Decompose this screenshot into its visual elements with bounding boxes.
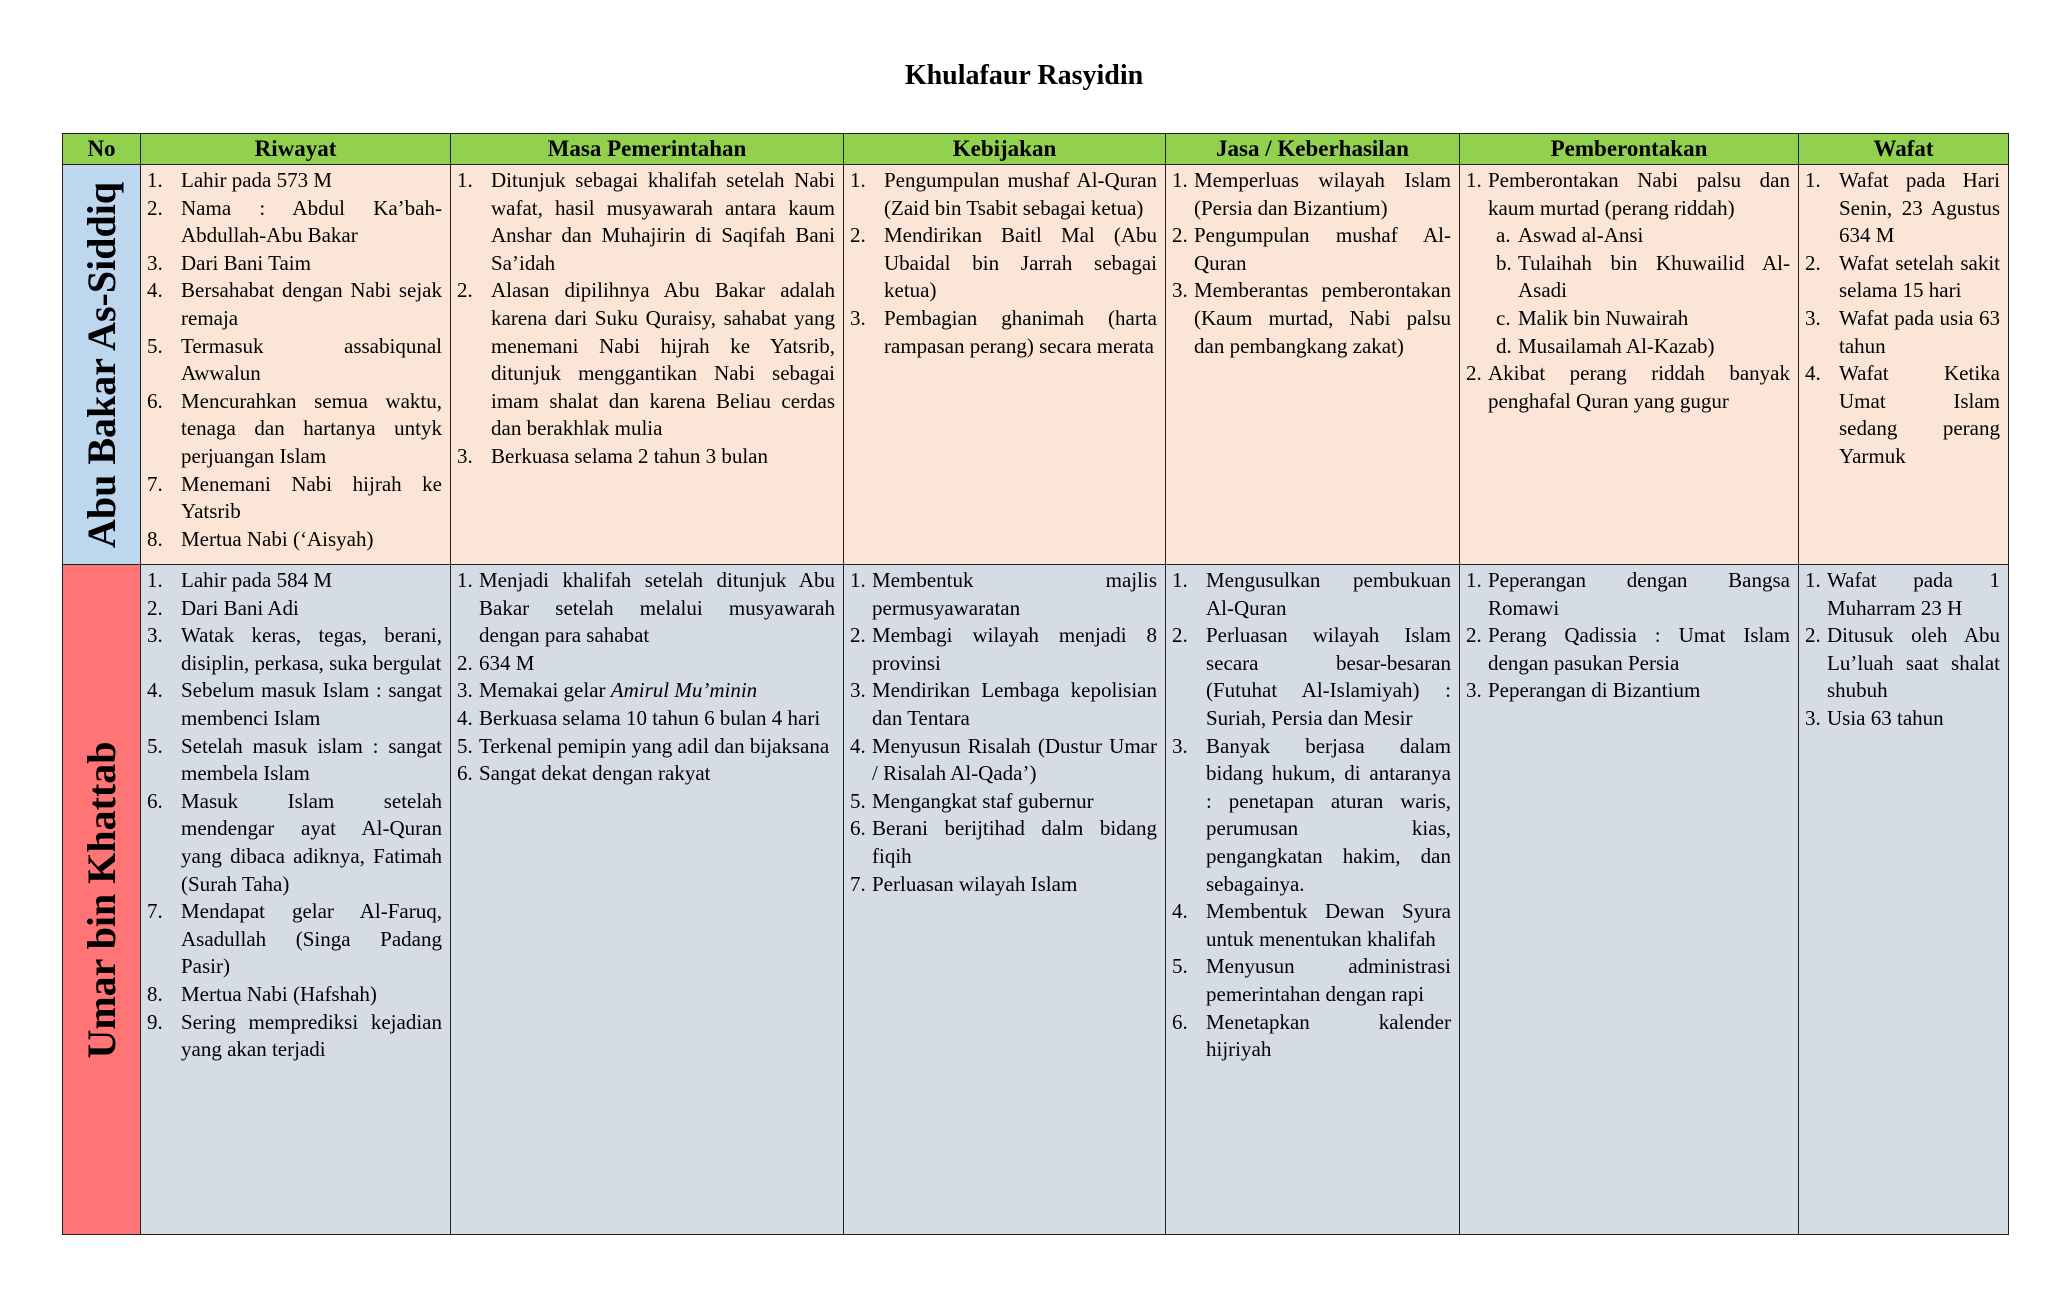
list-item-text: Mengangkat staf gubernur <box>872 788 1094 813</box>
list-item <box>850 733 1157 788</box>
list-item-text: Dari Bani Adi <box>181 595 299 620</box>
list-number: 2. <box>850 623 866 648</box>
list-item-text: Musailamah Al-Kazab) <box>1518 333 1715 358</box>
pemberontakan-cell <box>1460 165 1799 565</box>
list-item-text: Wafat Ketika Umat Islam sedang perang Yarmuk <box>1839 361 2000 468</box>
list-number: 2. <box>1466 361 1482 386</box>
header-no: No <box>63 134 141 165</box>
list-item <box>457 650 835 678</box>
list-item-text: Mencurahkan semua waktu, tenaga dan hartanya untyk perjuangan Islam <box>181 388 442 468</box>
list-item <box>1496 305 1790 333</box>
list-item-text: Setelah masuk islam : sangat membela Islam <box>181 733 442 786</box>
list-item <box>1496 222 1790 250</box>
list-number: 5. <box>147 733 163 758</box>
header-masa-pemerintahan: Masa Pemerintahan <box>451 134 844 165</box>
list-item <box>1805 167 2000 250</box>
list-number: 1. <box>1805 568 1821 592</box>
pemberontakan-cell <box>1460 565 1799 1235</box>
list-number: 2. <box>147 195 163 220</box>
list-item-text: Pemberontakan Nabi palsu dan kaum murtad (perang riddah) <box>1488 168 1790 220</box>
list-item-text: Watak keras, tegas, berani, disiplin, perkasa, suka bergulat <box>181 623 442 675</box>
list-item <box>850 677 1157 732</box>
list-number: 3. <box>147 623 163 648</box>
masa-list <box>457 167 835 471</box>
header-row <box>63 134 2009 165</box>
list-item <box>457 760 835 788</box>
list-number: 4. <box>147 678 163 703</box>
list-item-text: Wafat pada Hari Senin, 23 Agustus 634 M <box>1839 168 2000 248</box>
list-item-text: 634 M <box>479 650 535 675</box>
list-item-text: Malik bin Nuwairah <box>1518 305 1689 330</box>
list-item <box>147 167 442 195</box>
list-item <box>147 595 442 623</box>
list-item <box>1172 167 1451 222</box>
list-item <box>147 622 442 677</box>
list-number: 2. <box>147 595 163 620</box>
list-item <box>457 705 835 733</box>
list-item-text: Memakai gelar <box>479 678 611 703</box>
list-item-text: Akibat perang riddah banyak penghafal Quran yang gugur <box>1488 361 1790 413</box>
list-number: 1. <box>1466 568 1482 592</box>
list-number: 4. <box>1805 361 1821 386</box>
list-number: 6. <box>457 761 473 786</box>
list-number: 2. <box>1805 623 1821 648</box>
list-item-text: Ditunjuk sebagai khalifah setelah Nabi wafat, hasil musyawarah antara kaum Anshar dan Muhajirin di Saqifah Bani Sa’idah <box>491 168 835 275</box>
list-item <box>1172 222 1451 277</box>
header-jasa-keberhasilan: Jasa / Keberhasilan <box>1166 134 1460 165</box>
list-number: 7. <box>147 899 163 924</box>
list-number: 1. <box>1172 568 1188 592</box>
header-kebijakan: Kebijakan <box>844 134 1166 165</box>
list-item <box>147 733 442 788</box>
header-pemberontakan: Pemberontakan <box>1460 134 1799 165</box>
list-item <box>147 333 442 388</box>
list-number: 6. <box>147 788 163 813</box>
kebijakan-list <box>850 567 1157 898</box>
jasa-cell <box>1166 165 1460 565</box>
list-number: 7. <box>850 871 866 896</box>
list-item-text: Menyusun administrasi pemerintahan dengan rapi <box>1206 954 1451 1006</box>
list-item <box>1172 1009 1451 1064</box>
list-item-text: Menetapkan kalender hijriyah <box>1206 1009 1451 1062</box>
list-number: 5. <box>147 333 163 358</box>
wafat-cell <box>1799 165 2009 565</box>
list-item-text: Terkenal pemipin yang adil dan bijaksana <box>479 733 830 758</box>
list-number: 3. <box>1172 278 1188 303</box>
list-number: a. <box>1496 223 1511 248</box>
list-item <box>1805 622 2000 705</box>
list-item <box>1805 360 2000 470</box>
wafat-list <box>1805 567 2000 733</box>
list-number: 3. <box>457 678 473 703</box>
list-item-text: Perluasan wilayah Islam <box>872 871 1078 896</box>
list-item-text: Menyusun Risalah (Dustur Umar / Risalah Al-Qada’) <box>872 733 1157 786</box>
list-item-text: Perang Qadissia : Umat Islam dengan pasukan Persia <box>1488 623 1790 675</box>
list-item-text: Mendirikan Baitl Mal (Abu Ubaidal bin Jarrah sebagai ketua) <box>884 223 1157 303</box>
list-number: 4. <box>1172 899 1188 924</box>
masa-cell <box>451 565 844 1235</box>
list-item-text: Aswad al-Ansi <box>1518 223 1644 248</box>
list-number: 3. <box>147 250 163 275</box>
list-item-text: Ditusuk oleh Abu Lu’luah saat shalat shubuh <box>1827 623 2000 703</box>
list-item <box>1172 953 1451 1008</box>
list-item <box>850 167 1157 222</box>
list-item-text: Wafat setelah sakit selama 15 hari <box>1839 250 2000 303</box>
list-item-text: Mendirikan Lembaga kepolisian dan Tentara <box>872 678 1157 730</box>
list-item-text: Menjadi khalifah setelah ditunjuk Abu Bakar setelah melalui musyawarah dengan para sahabat <box>479 568 835 648</box>
list-item <box>1466 622 1790 677</box>
list-item <box>147 250 442 278</box>
list-item-text: Membagi wilayah menjadi 8 provinsi <box>872 623 1157 675</box>
list-item-text: Dari Bani Taim <box>181 250 311 275</box>
list-item-text: Mengusulkan pembukuan Al-Quran <box>1206 568 1451 620</box>
list-item-text: Peperangan dengan Bangsa Romawi <box>1488 568 1790 620</box>
table-row <box>63 565 2009 1235</box>
list-number: 1. <box>850 168 866 192</box>
header-riwayat: Riwayat <box>141 134 451 165</box>
list-item-text: Pengumpulan mushaf Al-Quran <box>1194 223 1451 275</box>
list-number: b. <box>1496 250 1512 275</box>
list-item-text: Bersahabat dengan Nabi sejak remaja <box>181 278 442 330</box>
list-item-text: Sering memprediksi kejadian yang akan terjadi <box>181 1009 442 1062</box>
list-item-text: Wafat pada usia 63 tahun <box>1839 305 2000 358</box>
list-item <box>1466 567 1790 622</box>
list-item-text: Memberantas pemberontakan (Kaum murtad, Nabi palsu dan pembangkang zakat) <box>1194 278 1451 358</box>
list-number: 2. <box>457 278 473 303</box>
list-item <box>1805 705 2000 733</box>
list-item <box>457 167 835 277</box>
list-item-text: Alasan dipilihnya Abu Bakar adalah karena dari Suku Quraisy, sahabat yang menemani Nabi hijrah ke Yatsrib, ditunjuk menggantikan Nabi sebagai imam shalat dan karena Beliau cerdas dan berakhlak mulia <box>491 278 835 441</box>
jasa-list <box>1172 567 1451 1064</box>
list-item-text: Usia 63 tahun <box>1827 705 1944 730</box>
list-item-text: Berani berijtihad dalm bidang fiqih <box>872 816 1157 868</box>
list-item <box>1805 305 2000 360</box>
list-item <box>147 195 442 250</box>
list-item <box>147 1009 442 1064</box>
header-wafat: Wafat <box>1799 134 2009 165</box>
list-item-text: Nama : Abdul Ka’bah-Abdullah-Abu Bakar <box>181 195 442 248</box>
list-number: 1. <box>1805 168 1821 192</box>
jasa-cell <box>1166 565 1460 1235</box>
list-item-text: Berkuasa selama 10 tahun 6 bulan 4 hari <box>479 705 821 730</box>
list-item <box>1466 360 1790 415</box>
list-number: 3. <box>457 443 473 468</box>
list-item <box>850 622 1157 677</box>
list-item <box>850 305 1157 360</box>
list-item-text: Pembagian ghanimah (harta rampasan perang) secara merata <box>884 305 1157 358</box>
list-number: 3. <box>1466 678 1482 703</box>
list-number: 3. <box>1805 705 1821 730</box>
list-number: 3. <box>850 678 866 703</box>
riwayat-list <box>147 567 442 1064</box>
list-number: 2. <box>850 223 866 248</box>
list-item-text: Pengumpulan mushaf Al-Quran (Zaid bin Tsabit sebagai ketua) <box>884 168 1157 220</box>
list-number: d. <box>1496 333 1512 358</box>
jasa-list <box>1172 167 1451 360</box>
caliph-name-cell <box>63 165 141 565</box>
list-item-text: Mertua Nabi (Hafshah) <box>181 981 377 1006</box>
list-item <box>1172 277 1451 360</box>
list-item-text: Perluasan wilayah Islam secara besar-besaran (Futuhat Al-Islamiyah) : Suriah, Persia dan Mesir <box>1206 623 1451 730</box>
list-item <box>147 388 442 471</box>
list-item <box>147 526 442 554</box>
list-item-text: Berkuasa selama 2 tahun 3 bulan <box>491 443 768 468</box>
list-item <box>457 677 835 705</box>
list-item-text: Membentuk Dewan Syura untuk menentukan khalifah <box>1206 899 1451 951</box>
list-item <box>457 567 835 650</box>
caliph-name-cell <box>63 565 141 1235</box>
list-item <box>850 871 1157 899</box>
list-number: 1. <box>1466 168 1482 192</box>
list-item-text: Banyak berjasa dalam bidang hukum, di antaranya : penetapan aturan waris, perumusan kias, pengangkatan hakim, dan sebagainya. <box>1206 733 1451 896</box>
list-number: 1. <box>1172 168 1188 192</box>
list-number: 5. <box>1172 954 1188 979</box>
riwayat-cell <box>141 565 451 1235</box>
list-item <box>457 443 835 471</box>
list-item <box>457 277 835 443</box>
list-item <box>1466 677 1790 705</box>
list-item <box>457 733 835 761</box>
list-item <box>147 471 442 526</box>
riwayat-list <box>147 167 442 553</box>
list-number: 8. <box>147 526 163 551</box>
list-item-text: Lahir pada 573 M <box>181 168 333 192</box>
list-item-text: Masuk Islam setelah mendengar ayat Al-Quran yang dibaca adiknya, Fatimah (Surah Taha) <box>181 788 442 896</box>
list-number: c. <box>1496 305 1511 330</box>
list-number: 9. <box>147 1009 163 1034</box>
list-item <box>147 981 442 1009</box>
table-row <box>63 165 2009 565</box>
masa-list <box>457 567 835 788</box>
list-item-text: Wafat pada 1 Muharram 23 H <box>1827 568 2000 620</box>
list-number: 1. <box>850 568 866 592</box>
list-item <box>147 677 442 732</box>
caliph-name: Abu Bakar As-Siddiq <box>78 181 124 548</box>
wafat-cell <box>1799 565 2009 1235</box>
kebijakan-cell <box>844 165 1166 565</box>
italic-title-text: Amirul Mu’minin <box>610 678 758 703</box>
list-item <box>1496 333 1790 361</box>
list-number: 5. <box>850 788 866 813</box>
sub-list <box>1488 222 1790 360</box>
list-number: 6. <box>850 816 866 841</box>
list-number: 1. <box>457 168 473 192</box>
list-item <box>147 788 442 898</box>
list-number: 1. <box>147 168 163 192</box>
list-number: 2. <box>1466 623 1482 648</box>
list-number: 1. <box>457 568 473 592</box>
list-number: 2. <box>1805 250 1821 275</box>
list-item-text: Mertua Nabi (‘Aisyah) <box>181 526 374 551</box>
list-item <box>1172 567 1451 622</box>
khulafaur-table <box>62 133 2009 1235</box>
list-number: 3. <box>1805 305 1821 330</box>
list-item <box>1172 898 1451 953</box>
list-item-text: Peperangan di Bizantium <box>1488 678 1701 703</box>
list-number: 5. <box>457 733 473 758</box>
list-number: 3. <box>850 305 866 330</box>
list-item <box>147 567 442 595</box>
list-item-text: Lahir pada 584 M <box>181 568 333 592</box>
list-item-text: Memperluas wilayah Islam (Persia dan Bizantium) <box>1194 168 1451 220</box>
list-item <box>850 788 1157 816</box>
list-item-text: Sebelum masuk Islam : sangat membenci Islam <box>181 678 442 730</box>
list-number: 4. <box>457 705 473 730</box>
masa-cell <box>451 165 844 565</box>
list-item <box>850 222 1157 305</box>
kebijakan-list <box>850 167 1157 360</box>
list-number: 7. <box>147 471 163 496</box>
list-item <box>1805 567 2000 622</box>
list-item <box>147 898 442 981</box>
list-item <box>1172 733 1451 899</box>
list-item-text: Tulaihah bin Khuwailid Al-Asadi <box>1518 250 1790 303</box>
list-number: 2. <box>457 650 473 675</box>
list-number: 4. <box>147 278 163 303</box>
list-item-text: Sangat dekat dengan rakyat <box>479 761 711 786</box>
list-item-text: Termasuk assabiqunal Awwalun <box>181 333 442 386</box>
list-item <box>1805 250 2000 305</box>
list-item-text: Menemani Nabi hijrah ke Yatsrib <box>181 471 442 524</box>
list-number: 6. <box>147 388 163 413</box>
wafat-list <box>1805 167 2000 471</box>
page-title: Khulafaur Rasyidin <box>904 60 1144 91</box>
list-item <box>1496 250 1790 305</box>
list-item <box>1172 622 1451 732</box>
riwayat-cell <box>141 165 451 565</box>
list-item <box>850 567 1157 622</box>
list-number: 2. <box>1172 623 1188 648</box>
caliph-name: Umar bin Khattab <box>78 740 124 1059</box>
list-item <box>147 277 442 332</box>
list-number: 3. <box>1172 733 1188 758</box>
list-item <box>850 815 1157 870</box>
list-number: 8. <box>147 981 163 1006</box>
list-item-text: Membentuk majlis permusyawaratan <box>872 568 1157 620</box>
list-item-text: Mendapat gelar Al-Faruq, Asadullah (Singa Padang Pasir) <box>181 899 442 979</box>
pemberontakan-list <box>1466 567 1790 705</box>
kebijakan-cell <box>844 565 1166 1235</box>
list-number: 2. <box>1172 223 1188 248</box>
list-item <box>1466 167 1790 360</box>
list-number: 6. <box>1172 1009 1188 1034</box>
list-number: 4. <box>850 733 866 758</box>
list-number: 1. <box>147 568 163 592</box>
pemberontakan-list <box>1466 167 1790 415</box>
